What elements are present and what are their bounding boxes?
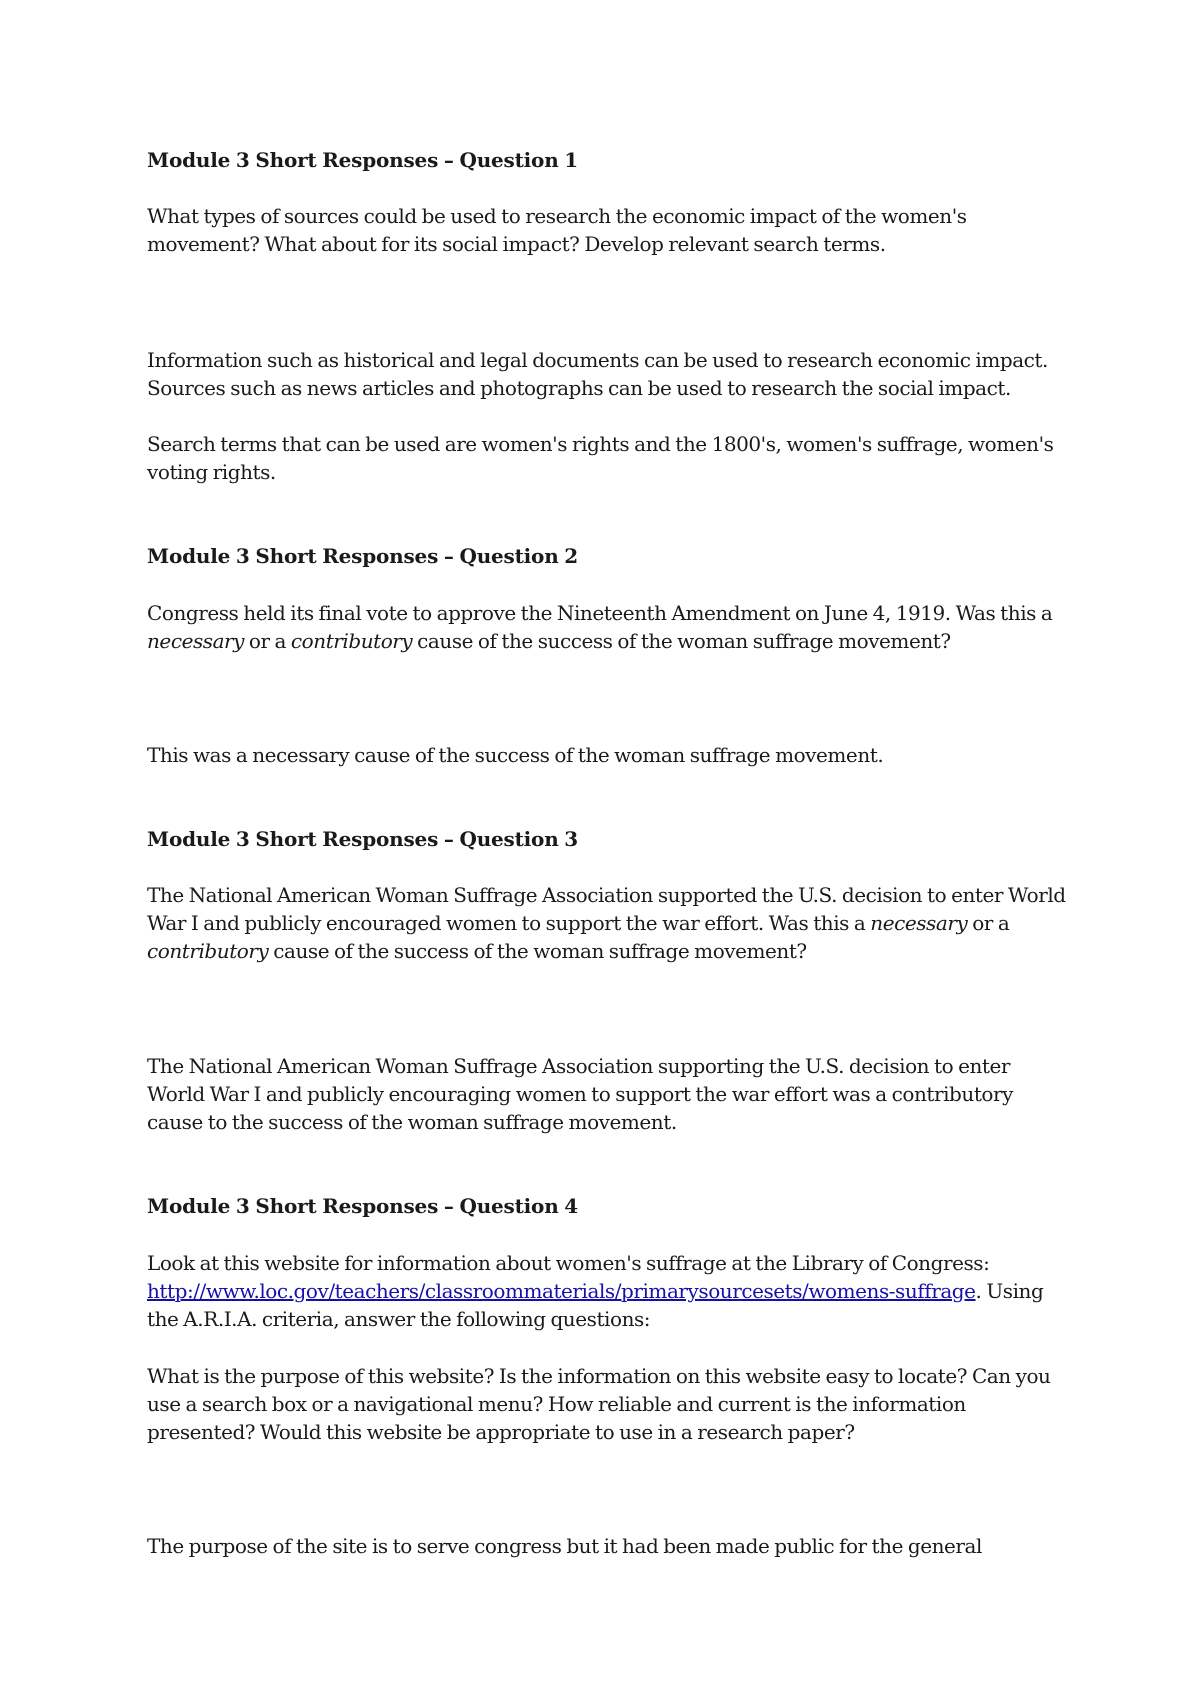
q4-intro-text-1: Look at this website for information about women's suffrage at the Library of Congress: — [147, 1251, 990, 1275]
q2-question — [147, 599, 1067, 655]
q2-contributory-emphasis: contributory — [290, 629, 413, 653]
loc-womens-suffrage-link[interactable]: http://www.loc.gov/teachers/classroommaterials/primarysourcesets/womens-suffrage — [147, 1279, 976, 1303]
q4-question: What is the purpose of this website? Is the information on this website easy to locate? Can you use a search box or a navigational menu? How reliable and current is the information presented? Would this website be appropriate to use in a research paper? — [147, 1364, 1051, 1444]
q3-question-text-1: The National American Woman Suffrage Association supported the U.S. decision to enter World War I and publicly encouraged women to support the war effort. Was this a — [147, 883, 1066, 935]
q1-question: What types of sources could be used to research the economic impact of the women's movement? What about for its social impact? Develop relevant search terms. — [147, 204, 967, 256]
q3-question — [147, 881, 1067, 965]
q1-heading: Module 3 Short Responses – Question 1 — [147, 148, 579, 172]
document-page — [147, 0, 1067, 1698]
q1-answer-search-terms: Search terms that can be used are women's rights and the 1800's, women's suffrage, women's voting rights. — [147, 432, 1054, 484]
q2-question-text-1: Congress held its final vote to approve the Nineteenth Amendment on June 4, 1919. Was this a — [147, 601, 1053, 625]
q3-necessary-emphasis: necessary — [870, 911, 968, 935]
q2-question-text-3: cause of the success of the woman suffrage movement? — [412, 629, 951, 653]
q3-contributory-emphasis: contributory — [147, 939, 269, 963]
q2-necessary-emphasis: necessary — [147, 629, 245, 653]
q4-intro — [147, 1249, 1067, 1333]
q3-heading: Module 3 Short Responses – Question 3 — [147, 827, 579, 851]
q4-answer: The purpose of the site is to serve congress but it had been made public for the general — [147, 1534, 982, 1558]
q1-answer-sources: Information such as historical and legal documents can be used to research economic impact. Sources such as news articles and photographs can be used to research the social impact. — [147, 348, 1048, 400]
q4-intro-text-2: . Using the A.R.I.A. criteria, answer the following questions: — [147, 1279, 1044, 1331]
q3-question-text-3: cause of the success of the woman suffrage movement? — [268, 939, 807, 963]
q2-answer: This was a necessary cause of the success of the woman suffrage movement. — [147, 743, 884, 767]
q3-answer: The National American Woman Suffrage Association supporting the U.S. decision to enter World War I and publicly encouraging women to support the war effort was a contributory cause to the success of the woman suffrage movement. — [147, 1054, 1013, 1134]
q2-heading: Module 3 Short Responses – Question 2 — [147, 544, 579, 568]
q2-question-text-2: or a — [244, 629, 291, 653]
q4-heading: Module 3 Short Responses – Question 4 — [147, 1194, 579, 1218]
q3-question-text-2: or a — [967, 911, 1010, 935]
